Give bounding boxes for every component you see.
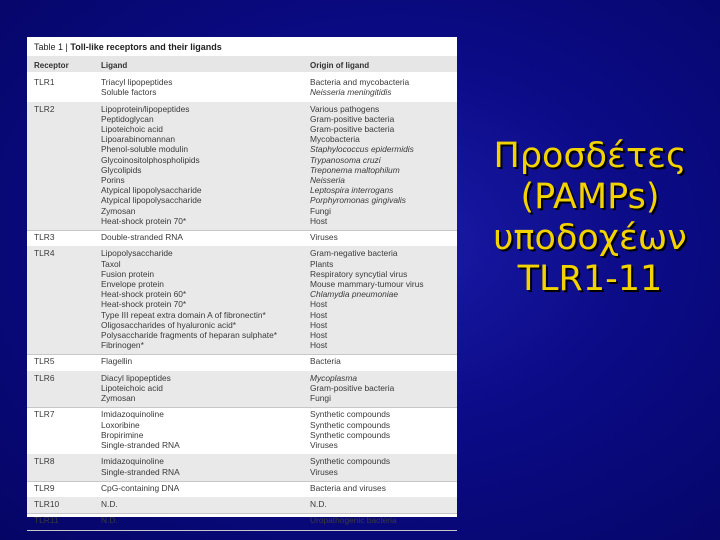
ligand-cell: Lipopolysaccharide bbox=[101, 248, 173, 259]
table-row bbox=[27, 232, 457, 242]
table-row bbox=[27, 124, 457, 134]
ligand-cell: Porins bbox=[101, 174, 125, 185]
column-header-receptor: Receptor bbox=[34, 61, 69, 70]
receptor-cell: TLR9 bbox=[34, 482, 55, 493]
ligand-cell: Phenol-soluble modulin bbox=[101, 144, 189, 155]
table-row bbox=[27, 279, 457, 289]
ligand-cell: Lipoarabinomannan bbox=[101, 134, 176, 145]
table-row bbox=[27, 515, 457, 525]
ligand-cell: Zymosan bbox=[101, 393, 136, 404]
origin-cell: Porphyromonas gingivalis bbox=[310, 195, 406, 206]
origin-cell: Gram-positive bacteria bbox=[310, 382, 395, 393]
ligand-cell: Triacyl lipopeptides bbox=[101, 77, 173, 87]
origin-cell: Viruses bbox=[310, 466, 338, 477]
table-row bbox=[27, 144, 457, 154]
heading-line-3: υποδοχέων bbox=[493, 218, 687, 258]
table-row bbox=[27, 259, 457, 269]
receptor-cell: TLR4 bbox=[34, 248, 55, 259]
receptor-cell: TLR2 bbox=[34, 103, 55, 114]
ligand-cell: Taxol bbox=[101, 258, 121, 269]
table-row bbox=[27, 269, 457, 279]
origin-cell: Host bbox=[310, 299, 328, 310]
origin-cell: Fungi bbox=[310, 393, 331, 404]
origin-cell: Host bbox=[310, 329, 328, 340]
origin-cell: Leptospira interrogans bbox=[310, 185, 394, 196]
table-row bbox=[27, 195, 457, 205]
ligand-cell: Type III repeat extra domain A of fibronectin* bbox=[101, 309, 266, 320]
ligand-cell: Single-stranded RNA bbox=[101, 466, 180, 477]
table-title-text: Toll-like receptors and their ligands bbox=[70, 42, 222, 52]
table-row bbox=[27, 185, 457, 195]
receptor-cell: TLR11 bbox=[34, 515, 59, 526]
origin-cell: Synthetic compounds bbox=[310, 429, 391, 440]
origin-cell: Gram-positive bacteria bbox=[310, 123, 395, 134]
header-band bbox=[27, 56, 457, 72]
receptor-cell: TLR6 bbox=[34, 372, 55, 383]
table-row bbox=[27, 299, 457, 309]
heading-line-2: (PAMPs) bbox=[520, 177, 660, 217]
origin-cell: Viruses bbox=[310, 232, 338, 242]
ligand-cell: Heat-shock protein 70* bbox=[101, 215, 187, 226]
ligand-cell: Glycolipids bbox=[101, 164, 142, 175]
table-row bbox=[27, 340, 457, 350]
ligand-cell: Bropirimine bbox=[101, 429, 144, 440]
origin-cell: Mouse mammary-tumour virus bbox=[310, 278, 424, 289]
receptor-cell: TLR8 bbox=[34, 456, 55, 467]
table-row bbox=[27, 206, 457, 216]
table-row bbox=[27, 456, 457, 466]
origin-cell: Bacteria bbox=[310, 356, 341, 367]
table-title-prefix: Table 1 | bbox=[34, 42, 68, 52]
origin-cell: Fungi bbox=[310, 205, 331, 216]
table-row bbox=[27, 155, 457, 165]
origin-cell: N.D. bbox=[310, 499, 327, 510]
ligand-cell: Atypical lipopolysaccharide bbox=[101, 195, 202, 206]
ligand-cell: Imidazoquinoline bbox=[101, 456, 164, 467]
table-row bbox=[27, 87, 457, 97]
group-divider bbox=[27, 513, 457, 514]
origin-cell: Plants bbox=[310, 258, 334, 269]
ligand-cell: Lipoteichoic acid bbox=[101, 382, 163, 393]
table-row bbox=[27, 483, 457, 493]
ligand-cell: Heat-shock protein 60* bbox=[101, 289, 187, 300]
table-row bbox=[27, 216, 457, 226]
origin-cell: Host bbox=[310, 319, 328, 330]
ligand-cell: Heat-shock protein 70* bbox=[101, 299, 187, 310]
ligand-cell: Fusion protein bbox=[101, 268, 155, 279]
origin-cell: Viruses bbox=[310, 440, 338, 450]
table-row bbox=[27, 114, 457, 124]
column-header-ligand: Ligand bbox=[101, 61, 128, 70]
table-row bbox=[27, 383, 457, 393]
table-row bbox=[27, 440, 457, 450]
ligand-cell: Envelope protein bbox=[101, 278, 164, 289]
heading-line-1: Προσδέτες bbox=[493, 136, 687, 176]
receptor-cell: TLR7 bbox=[34, 409, 55, 420]
table-row bbox=[27, 134, 457, 144]
ligand-cell: Zymosan bbox=[101, 205, 136, 216]
origin-cell: Host bbox=[310, 309, 328, 320]
slide-heading bbox=[470, 136, 710, 300]
origin-cell: Host bbox=[310, 340, 328, 351]
table-row bbox=[27, 330, 457, 340]
origin-cell: Respiratory syncytial virus bbox=[310, 268, 408, 279]
origin-cell: Mycobacteria bbox=[310, 134, 360, 145]
receptor-cell: TLR10 bbox=[34, 499, 60, 510]
ligand-cell: Fibrinogen* bbox=[101, 340, 144, 351]
table-row bbox=[27, 356, 457, 366]
origin-cell: Synthetic compounds bbox=[310, 456, 391, 467]
origin-cell: Treponema maltophilum bbox=[310, 164, 400, 175]
ligand-cell: Glycoinositolphospholipids bbox=[101, 154, 200, 165]
ligand-cell: Oligosaccharides of hyaluronic acid* bbox=[101, 319, 237, 330]
ligand-cell: Polysaccharide fragments of heparan sulphate* bbox=[101, 329, 277, 340]
ligand-cell: Loxoribine bbox=[101, 419, 140, 430]
table-row bbox=[27, 420, 457, 430]
group-divider bbox=[27, 407, 457, 408]
ligand-cell: Lipoprotein/lipopeptides bbox=[101, 103, 190, 114]
ligand-cell: Flagellin bbox=[101, 356, 133, 367]
table-row bbox=[27, 165, 457, 175]
table-row bbox=[27, 393, 457, 403]
ligand-cell: Single-stranded RNA bbox=[101, 440, 180, 450]
table-row bbox=[27, 373, 457, 383]
table-row bbox=[27, 320, 457, 330]
ligand-cell: N.D. bbox=[101, 515, 118, 526]
group-divider bbox=[27, 481, 457, 482]
heading-line-4: TLR1-11 bbox=[517, 259, 663, 299]
receptor-cell: TLR5 bbox=[34, 356, 55, 367]
ligand-table bbox=[27, 37, 457, 526]
table-row bbox=[27, 289, 457, 299]
group-divider bbox=[27, 230, 457, 231]
group-divider bbox=[27, 354, 457, 355]
ligand-cell: Atypical lipopolysaccharide bbox=[101, 185, 202, 196]
origin-cell: Neisseria bbox=[310, 174, 345, 185]
ligand-cell: Soluble factors bbox=[101, 87, 157, 98]
table-row bbox=[27, 104, 457, 114]
column-header-origin: Origin of ligand bbox=[310, 61, 370, 70]
table-row bbox=[27, 430, 457, 440]
table-row bbox=[27, 248, 457, 258]
origin-cell: Various pathogens bbox=[310, 103, 380, 114]
origin-cell: Mycoplasma bbox=[310, 372, 358, 383]
ligand-cell: Peptidoglycan bbox=[101, 113, 154, 124]
table-row bbox=[27, 409, 457, 419]
origin-cell: Uropathogenic bacteria bbox=[310, 515, 397, 526]
origin-cell: Neisseria meningitidis bbox=[310, 87, 392, 98]
table-row bbox=[27, 499, 457, 509]
group-divider bbox=[27, 530, 457, 531]
origin-cell: Bacteria and mycobacteria bbox=[310, 77, 410, 87]
receptor-cell: TLR1 bbox=[34, 77, 55, 87]
origin-cell: Synthetic compounds bbox=[310, 409, 391, 420]
ligand-cell: N.D. bbox=[101, 499, 118, 510]
origin-cell: Gram-negative bacteria bbox=[310, 248, 398, 259]
origin-cell: Gram-positive bacteria bbox=[310, 113, 395, 124]
ligand-cell: Double-stranded RNA bbox=[101, 232, 183, 242]
table-row bbox=[27, 175, 457, 185]
table-row bbox=[27, 77, 457, 87]
ligand-cell: Imidazoquinoline bbox=[101, 409, 164, 420]
ligand-cell: Diacyl lipopeptides bbox=[101, 372, 171, 383]
origin-cell: Synthetic compounds bbox=[310, 419, 391, 430]
origin-cell: Bacteria and viruses bbox=[310, 482, 386, 493]
table-row bbox=[27, 467, 457, 477]
ligand-cell: CpG-containing DNA bbox=[101, 482, 180, 493]
origin-cell: Staphylococcus epidermidis bbox=[310, 144, 414, 155]
origin-cell: Chlamydia pneumoniae bbox=[310, 289, 398, 300]
receptor-cell: TLR3 bbox=[34, 232, 55, 242]
origin-cell: Host bbox=[310, 215, 328, 226]
ligand-cell: Lipoteichoic acid bbox=[101, 123, 163, 134]
table-title bbox=[34, 42, 222, 52]
table-row bbox=[27, 310, 457, 320]
origin-cell: Trypanosoma cruzi bbox=[310, 154, 381, 165]
